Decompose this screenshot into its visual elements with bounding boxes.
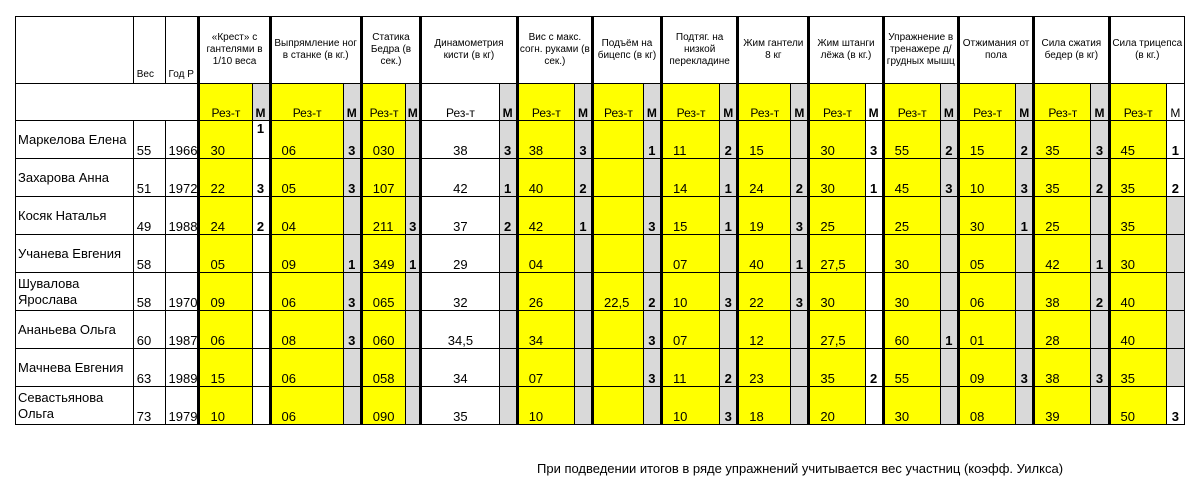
score-cell bbox=[940, 349, 958, 387]
result-cell: 09 bbox=[199, 273, 252, 311]
result-cell: 45 bbox=[1109, 121, 1166, 159]
result-cell: 29 bbox=[421, 235, 499, 273]
participant-name: Ананьева Ольга bbox=[16, 311, 134, 349]
result-cell bbox=[593, 197, 644, 235]
score-cell bbox=[343, 349, 361, 387]
score-cell bbox=[343, 387, 361, 425]
result-cell bbox=[593, 159, 644, 197]
participant-name: Захарова Анна bbox=[16, 159, 134, 197]
result-cell: 30 bbox=[883, 235, 940, 273]
score-cell: 3 bbox=[252, 159, 270, 197]
result-cell: 06 bbox=[270, 387, 343, 425]
score-cell bbox=[1166, 235, 1184, 273]
result-cell: 10 bbox=[199, 387, 252, 425]
score-subheader: М bbox=[791, 84, 809, 121]
participant-row bbox=[16, 349, 1185, 387]
exercise-header: «Крест» с гантелями в 1/10 веса bbox=[199, 17, 270, 84]
result-cell: 30 bbox=[958, 197, 1015, 235]
result-cell: 05 bbox=[958, 235, 1015, 273]
result-cell: 39 bbox=[1034, 387, 1091, 425]
result-cell: 28 bbox=[1034, 311, 1091, 349]
participant-year: 1988 bbox=[165, 197, 199, 235]
result-subheader: Рез-т bbox=[661, 84, 719, 121]
result-cell: 40 bbox=[1109, 311, 1166, 349]
score-cell: 2 bbox=[1091, 159, 1109, 197]
result-cell: 35 bbox=[1109, 197, 1166, 235]
result-cell: 01 bbox=[958, 311, 1015, 349]
result-cell: 30 bbox=[883, 387, 940, 425]
exercise-header: Жим гантели 8 кг bbox=[738, 17, 809, 84]
participant-row bbox=[16, 121, 1185, 159]
score-cell: 2 bbox=[865, 349, 883, 387]
score-cell: 1 bbox=[406, 235, 421, 273]
result-cell: 11 bbox=[661, 349, 719, 387]
exercise-header: Жим штанги лёжа (в кг.) bbox=[809, 17, 883, 84]
score-cell bbox=[1016, 235, 1034, 273]
score-cell bbox=[499, 273, 517, 311]
score-cell: 3 bbox=[574, 121, 592, 159]
score-cell bbox=[791, 387, 809, 425]
score-cell bbox=[791, 349, 809, 387]
result-cell: 25 bbox=[809, 197, 865, 235]
score-subheader: М bbox=[865, 84, 883, 121]
score-cell: 3 bbox=[1166, 387, 1184, 425]
score-cell: 2 bbox=[791, 159, 809, 197]
participant-year: 1972 bbox=[165, 159, 199, 197]
result-cell: 38 bbox=[421, 121, 499, 159]
score-cell bbox=[1091, 197, 1109, 235]
result-cell: 090 bbox=[361, 387, 406, 425]
score-subheader: М bbox=[643, 84, 661, 121]
result-cell: 06 bbox=[270, 273, 343, 311]
result-cell: 38 bbox=[517, 121, 574, 159]
result-cell: 25 bbox=[883, 197, 940, 235]
score-cell bbox=[574, 311, 592, 349]
score-cell bbox=[791, 121, 809, 159]
result-cell: 24 bbox=[738, 159, 791, 197]
score-cell bbox=[406, 121, 421, 159]
score-cell bbox=[499, 387, 517, 425]
result-cell: 35 bbox=[1109, 159, 1166, 197]
result-cell: 05 bbox=[199, 235, 252, 273]
result-cell: 35 bbox=[1034, 121, 1091, 159]
score-cell bbox=[499, 349, 517, 387]
score-cell bbox=[252, 273, 270, 311]
score-cell bbox=[574, 273, 592, 311]
score-cell: 3 bbox=[343, 121, 361, 159]
score-cell bbox=[499, 235, 517, 273]
header-row bbox=[16, 17, 1185, 84]
result-cell: 22 bbox=[199, 159, 252, 197]
score-cell bbox=[406, 387, 421, 425]
result-cell: 35 bbox=[809, 349, 865, 387]
score-subheader: М bbox=[1016, 84, 1034, 121]
result-subheader: Рез-т bbox=[270, 84, 343, 121]
result-cell: 07 bbox=[661, 235, 719, 273]
result-cell: 42 bbox=[1034, 235, 1091, 273]
score-cell bbox=[1166, 311, 1184, 349]
score-cell bbox=[865, 273, 883, 311]
score-cell bbox=[1166, 273, 1184, 311]
result-cell bbox=[593, 349, 644, 387]
participant-weight: 58 bbox=[133, 273, 165, 311]
score-cell bbox=[1166, 349, 1184, 387]
result-cell: 10 bbox=[517, 387, 574, 425]
result-cell: 058 bbox=[361, 349, 406, 387]
result-cell: 349 bbox=[361, 235, 406, 273]
participant-row bbox=[16, 235, 1185, 273]
exercise-header: Подтяг. на низкой перекладине bbox=[661, 17, 737, 84]
result-cell: 45 bbox=[883, 159, 940, 197]
result-cell: 40 bbox=[1109, 273, 1166, 311]
score-cell: 3 bbox=[343, 311, 361, 349]
score-cell bbox=[406, 273, 421, 311]
result-cell: 14 bbox=[661, 159, 719, 197]
score-subheader: М bbox=[1091, 84, 1109, 121]
participant-year: 1987 bbox=[165, 311, 199, 349]
score-cell bbox=[574, 387, 592, 425]
result-cell: 35 bbox=[1034, 159, 1091, 197]
result-cell: 50 bbox=[1109, 387, 1166, 425]
result-subheader: Рез-т bbox=[958, 84, 1015, 121]
score-cell bbox=[1166, 197, 1184, 235]
score-cell bbox=[865, 235, 883, 273]
score-cell bbox=[1016, 311, 1034, 349]
result-cell: 10 bbox=[661, 387, 719, 425]
result-subheader: Рез-т bbox=[421, 84, 499, 121]
result-cell: 30 bbox=[809, 121, 865, 159]
result-cell: 26 bbox=[517, 273, 574, 311]
score-cell: 3 bbox=[343, 273, 361, 311]
score-cell: 1 bbox=[574, 197, 592, 235]
result-cell: 35 bbox=[1109, 349, 1166, 387]
result-cell: 60 bbox=[883, 311, 940, 349]
result-subheader: Рез-т bbox=[738, 84, 791, 121]
score-cell bbox=[343, 197, 361, 235]
result-cell: 12 bbox=[738, 311, 791, 349]
score-cell bbox=[574, 235, 592, 273]
subheader-row bbox=[16, 84, 1185, 121]
score-cell: 3 bbox=[1091, 121, 1109, 159]
score-cell: 3 bbox=[343, 159, 361, 197]
score-cell bbox=[643, 235, 661, 273]
score-cell bbox=[940, 197, 958, 235]
score-cell bbox=[499, 311, 517, 349]
score-cell: 1 bbox=[1091, 235, 1109, 273]
score-cell: 2 bbox=[720, 349, 738, 387]
score-cell: 3 bbox=[1016, 159, 1034, 197]
participant-name: Маркелова Елена bbox=[16, 121, 134, 159]
result-cell: 27,5 bbox=[809, 235, 865, 273]
participant-weight: 58 bbox=[133, 235, 165, 273]
result-cell: 08 bbox=[270, 311, 343, 349]
participant-name: Севастьянова Ольга bbox=[16, 387, 134, 425]
score-cell: 3 bbox=[406, 197, 421, 235]
participant-name: Учанева Евгения bbox=[16, 235, 134, 273]
exercise-header: Отжимания от пола bbox=[958, 17, 1033, 84]
result-cell: 30 bbox=[883, 273, 940, 311]
score-subheader: М bbox=[343, 84, 361, 121]
result-cell: 20 bbox=[809, 387, 865, 425]
participant-weight: 51 bbox=[133, 159, 165, 197]
score-cell bbox=[865, 387, 883, 425]
result-cell: 107 bbox=[361, 159, 406, 197]
score-cell: 2 bbox=[940, 121, 958, 159]
result-cell: 06 bbox=[270, 349, 343, 387]
participant-year bbox=[165, 235, 199, 273]
score-subheader: М bbox=[252, 84, 270, 121]
result-cell: 15 bbox=[738, 121, 791, 159]
participant-row bbox=[16, 311, 1185, 349]
score-cell bbox=[940, 387, 958, 425]
score-cell: 1 bbox=[720, 197, 738, 235]
footer-note: При подведении итогов в ряде упражнений учитывается вес участниц (коэфф. Уилкса) bbox=[537, 461, 1064, 476]
score-cell: 3 bbox=[720, 273, 738, 311]
participant-weight: 55 bbox=[133, 121, 165, 159]
score-subheader: М bbox=[720, 84, 738, 121]
result-cell: 211 bbox=[361, 197, 406, 235]
result-cell: 07 bbox=[517, 349, 574, 387]
result-subheader: Рез-т bbox=[517, 84, 574, 121]
result-cell: 09 bbox=[270, 235, 343, 273]
result-cell: 27,5 bbox=[809, 311, 865, 349]
result-cell: 55 bbox=[883, 121, 940, 159]
result-cell: 060 bbox=[361, 311, 406, 349]
exercise-header: Сила сжатия бедер (в кг) bbox=[1034, 17, 1109, 84]
score-cell: 1 bbox=[791, 235, 809, 273]
name-header bbox=[16, 17, 134, 84]
score-cell: 1 bbox=[720, 159, 738, 197]
score-cell: 1 bbox=[1166, 121, 1184, 159]
result-cell: 09 bbox=[958, 349, 1015, 387]
score-cell bbox=[1016, 273, 1034, 311]
result-subheader: Рез-т bbox=[593, 84, 644, 121]
score-cell bbox=[252, 387, 270, 425]
participant-year: 1989 bbox=[165, 349, 199, 387]
exercise-header: Динамометрия кисти (в кг) bbox=[421, 17, 518, 84]
participant-row bbox=[16, 387, 1185, 425]
result-cell: 37 bbox=[421, 197, 499, 235]
participant-year: 1970 bbox=[165, 273, 199, 311]
score-cell bbox=[865, 311, 883, 349]
score-cell bbox=[1016, 387, 1034, 425]
weight-header: Вес bbox=[133, 17, 165, 84]
score-subheader: М bbox=[1166, 84, 1184, 121]
result-cell: 30 bbox=[809, 159, 865, 197]
result-cell bbox=[593, 235, 644, 273]
result-subheader: Рез-т bbox=[809, 84, 865, 121]
result-cell: 08 bbox=[958, 387, 1015, 425]
result-cell: 40 bbox=[517, 159, 574, 197]
participant-weight: 49 bbox=[133, 197, 165, 235]
score-cell: 2 bbox=[252, 197, 270, 235]
result-cell: 19 bbox=[738, 197, 791, 235]
result-cell: 42 bbox=[421, 159, 499, 197]
result-cell: 04 bbox=[517, 235, 574, 273]
result-cell: 22 bbox=[738, 273, 791, 311]
score-cell: 3 bbox=[1091, 349, 1109, 387]
result-subheader: Рез-т bbox=[1109, 84, 1166, 121]
score-cell bbox=[406, 159, 421, 197]
result-subheader: Рез-т bbox=[199, 84, 252, 121]
participant-name: Шувалова Ярослава bbox=[16, 273, 134, 311]
result-cell: 11 bbox=[661, 121, 719, 159]
result-cell: 15 bbox=[958, 121, 1015, 159]
score-cell: 2 bbox=[1016, 121, 1034, 159]
score-cell: 2 bbox=[499, 197, 517, 235]
participant-name: Мачнева Евгения bbox=[16, 349, 134, 387]
score-cell: 2 bbox=[720, 121, 738, 159]
result-cell: 32 bbox=[421, 273, 499, 311]
result-subheader: Рез-т bbox=[361, 84, 406, 121]
result-cell: 30 bbox=[1109, 235, 1166, 273]
result-cell: 06 bbox=[270, 121, 343, 159]
score-cell: 3 bbox=[720, 387, 738, 425]
score-cell: 3 bbox=[865, 121, 883, 159]
score-cell bbox=[252, 311, 270, 349]
participant-year: 1979 bbox=[165, 387, 199, 425]
score-cell bbox=[1091, 387, 1109, 425]
score-cell bbox=[252, 235, 270, 273]
result-cell: 55 bbox=[883, 349, 940, 387]
result-cell bbox=[593, 311, 644, 349]
result-cell: 15 bbox=[661, 197, 719, 235]
year-header: Год Р bbox=[165, 17, 199, 84]
result-cell bbox=[593, 387, 644, 425]
results-table bbox=[15, 16, 1185, 425]
result-cell: 06 bbox=[199, 311, 252, 349]
result-cell: 38 bbox=[1034, 273, 1091, 311]
exercise-header: Вис с макс. согн. руками (в сек.) bbox=[517, 17, 592, 84]
result-cell: 030 bbox=[361, 121, 406, 159]
result-cell bbox=[593, 121, 644, 159]
result-cell: 34 bbox=[421, 349, 499, 387]
score-cell: 3 bbox=[940, 159, 958, 197]
result-cell: 18 bbox=[738, 387, 791, 425]
score-cell: 1 bbox=[865, 159, 883, 197]
exercise-header: Упражнение в тренажере д/ грудных мышц bbox=[883, 17, 958, 84]
score-cell: 1 bbox=[343, 235, 361, 273]
participant-weight: 73 bbox=[133, 387, 165, 425]
participant-name: Косяк Наталья bbox=[16, 197, 134, 235]
result-cell: 10 bbox=[661, 273, 719, 311]
score-cell: 1 bbox=[252, 121, 270, 159]
result-cell: 35 bbox=[421, 387, 499, 425]
score-subheader: М bbox=[940, 84, 958, 121]
score-cell: 3 bbox=[643, 311, 661, 349]
score-cell bbox=[940, 273, 958, 311]
score-cell: 1 bbox=[643, 121, 661, 159]
score-cell bbox=[940, 235, 958, 273]
score-cell bbox=[252, 349, 270, 387]
score-subheader: М bbox=[574, 84, 592, 121]
score-cell: 1 bbox=[499, 159, 517, 197]
score-cell bbox=[406, 311, 421, 349]
score-cell bbox=[720, 235, 738, 273]
score-subheader: М bbox=[406, 84, 421, 121]
subheader-blank bbox=[16, 84, 199, 121]
result-cell: 07 bbox=[661, 311, 719, 349]
score-cell bbox=[1091, 311, 1109, 349]
result-cell: 30 bbox=[199, 121, 252, 159]
score-cell: 2 bbox=[574, 159, 592, 197]
score-cell: 3 bbox=[1016, 349, 1034, 387]
result-cell: 34 bbox=[517, 311, 574, 349]
result-subheader: Рез-т bbox=[883, 84, 940, 121]
result-cell: 34,5 bbox=[421, 311, 499, 349]
score-cell bbox=[643, 159, 661, 197]
participant-row bbox=[16, 159, 1185, 197]
score-cell: 2 bbox=[643, 273, 661, 311]
exercise-header: Выпрямление ног в станке (в кг.) bbox=[270, 17, 361, 84]
score-cell: 3 bbox=[791, 273, 809, 311]
score-cell bbox=[865, 197, 883, 235]
exercise-header: Сила трицепса (в кг.) bbox=[1109, 17, 1184, 84]
score-cell: 3 bbox=[643, 197, 661, 235]
score-cell bbox=[574, 349, 592, 387]
result-cell: 30 bbox=[809, 273, 865, 311]
result-cell: 22,5 bbox=[593, 273, 644, 311]
result-cell: 06 bbox=[958, 273, 1015, 311]
score-cell bbox=[406, 349, 421, 387]
participant-weight: 60 bbox=[133, 311, 165, 349]
result-cell: 40 bbox=[738, 235, 791, 273]
participant-row bbox=[16, 197, 1185, 235]
participant-year: 1966 bbox=[165, 121, 199, 159]
result-cell: 05 bbox=[270, 159, 343, 197]
score-cell: 1 bbox=[1016, 197, 1034, 235]
result-cell: 065 bbox=[361, 273, 406, 311]
score-cell: 2 bbox=[1091, 273, 1109, 311]
result-cell: 10 bbox=[958, 159, 1015, 197]
result-cell: 42 bbox=[517, 197, 574, 235]
result-cell: 24 bbox=[199, 197, 252, 235]
score-cell bbox=[791, 311, 809, 349]
participant-row bbox=[16, 273, 1185, 311]
score-cell: 2 bbox=[1166, 159, 1184, 197]
exercise-header: Подъём на бицепс (в кг) bbox=[593, 17, 662, 84]
result-cell: 04 bbox=[270, 197, 343, 235]
result-cell: 15 bbox=[199, 349, 252, 387]
score-cell: 1 bbox=[940, 311, 958, 349]
result-cell: 23 bbox=[738, 349, 791, 387]
exercise-header: Статика Бедра (в сек.) bbox=[361, 17, 420, 84]
score-subheader: М bbox=[499, 84, 517, 121]
score-cell: 3 bbox=[791, 197, 809, 235]
score-cell: 3 bbox=[499, 121, 517, 159]
result-cell: 38 bbox=[1034, 349, 1091, 387]
participant-weight: 63 bbox=[133, 349, 165, 387]
score-cell: 3 bbox=[643, 349, 661, 387]
result-subheader: Рез-т bbox=[1034, 84, 1091, 121]
score-cell bbox=[643, 387, 661, 425]
score-cell bbox=[720, 311, 738, 349]
result-cell: 25 bbox=[1034, 197, 1091, 235]
